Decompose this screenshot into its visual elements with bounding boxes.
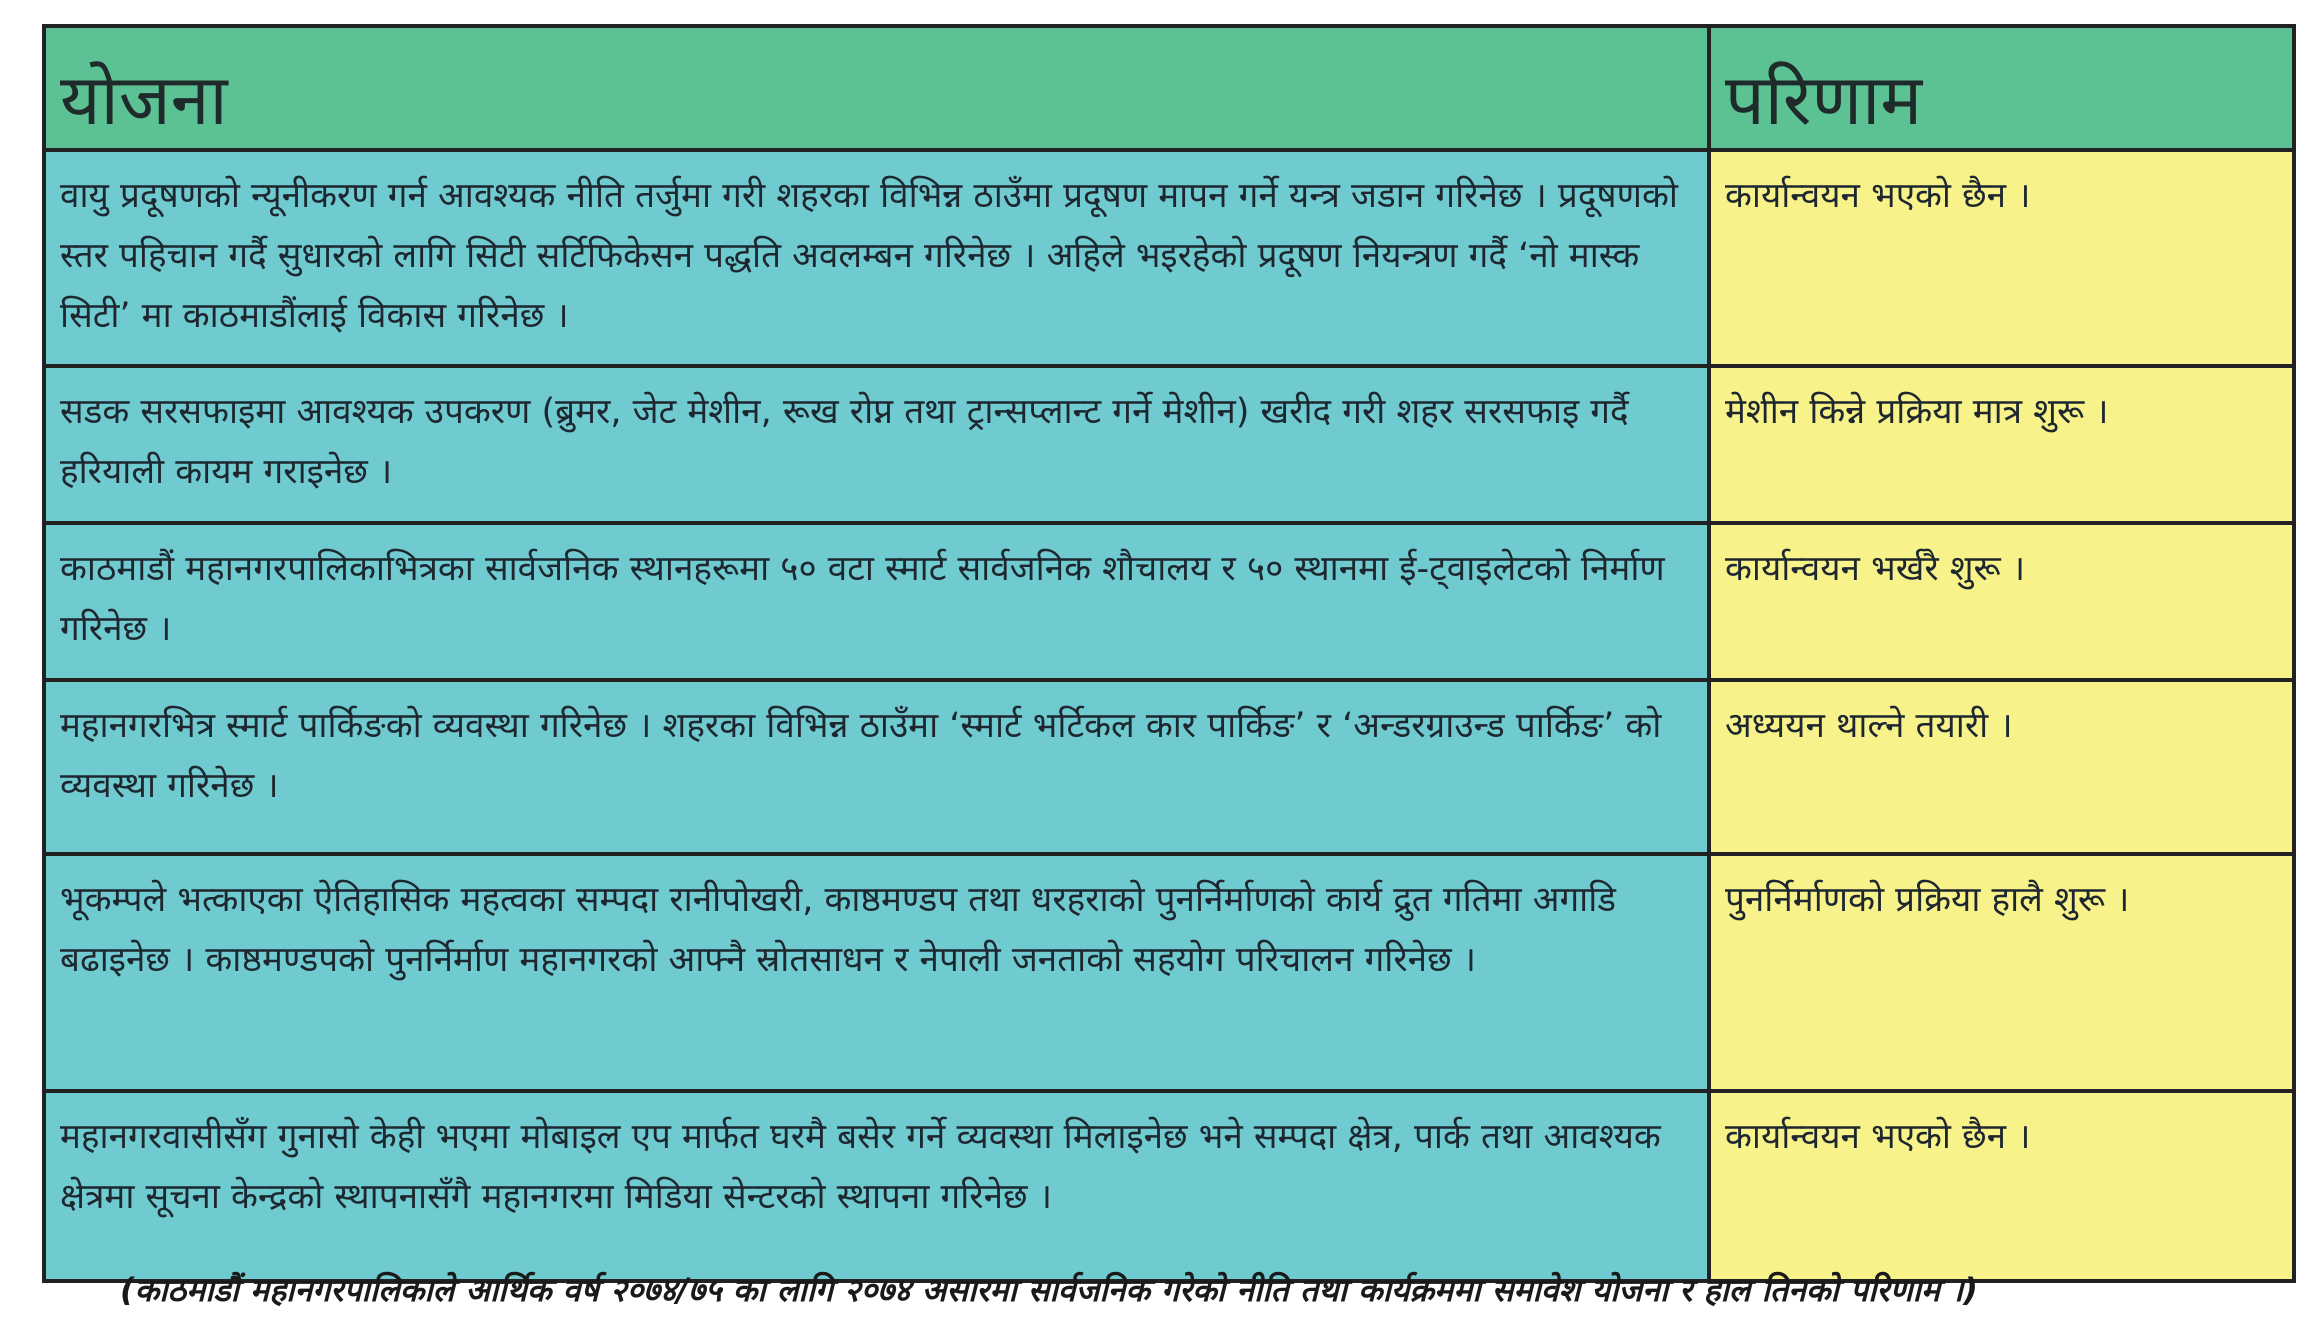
table-row [44, 150, 2294, 366]
result-cell: मेशीन किन्ने प्रक्रिया मात्र शुरू । [1709, 366, 2294, 523]
source-caption: (काठमाडौं महानगरपालिकाले आर्थिक वर्ष २०७४/७५ का लागि २०७४ असारमा सार्वजनिक गरेको नीति तथा कार्यक्रममा समावेश योजना र हाल तिनको परिणाम ।) [120, 1271, 1978, 1309]
result-cell: पुनर्निर्माणको प्रक्रिया हालै शुरू । [1709, 854, 2294, 1091]
table-row [44, 854, 2294, 1091]
table-row [44, 523, 2294, 680]
header-plan: योजना [44, 26, 1709, 150]
plan-cell: वायु प्रदूषणको न्यूनीकरण गर्न आवश्यक नीति तर्जुमा गरी शहरका विभिन्न ठाउँमा प्रदूषण मापन गर्ने यन्त्र जडान गरिनेछ । प्रदूषणको स्तर पहिचान गर्दै सुधारको लागि सिटी सर्टिफिकेसन पद्धति अवलम्बन गरिनेछ । अहिले भइरहेको प्रदूषण नियन्त्रण गर्दै ‘नो मास्क सिटी’ मा काठमाडौंलाई विकास गरिनेछ । [44, 150, 1709, 366]
result-cell: कार्यान्वयन भएको छैन । [1709, 150, 2294, 366]
table-header-row [44, 26, 2294, 150]
table-row [44, 366, 2294, 523]
table-row [44, 680, 2294, 854]
plan-cell: महानगरवासीसँग गुनासो केही भएमा मोबाइल एप मार्फत घरमै बसेर गर्ने व्यवस्था मिलाइनेछ भने सम्पदा क्षेत्र, पार्क तथा आवश्यक क्षेत्रमा सूचना केन्द्रको स्थापनासँगै महानगरमा मिडिया सेन्टरको स्थापना गरिनेछ । [44, 1091, 1709, 1281]
plan-cell: भूकम्पले भत्काएका ऐतिहासिक महत्वका सम्पदा रानीपोखरी, काष्ठमण्डप तथा धरहराको पुनर्निर्माणको कार्य द्रुत गतिमा अगाडि बढाइनेछ । काष्ठमण्डपको पुनर्निर्माण महानगरको आफ्नै स्रोतसाधन र नेपाली जनताको सहयोग परिचालन गरिनेछ । [44, 854, 1709, 1091]
plans-results-table-wrap [42, 24, 2292, 1283]
header-result: परिणाम [1709, 26, 2294, 150]
result-cell: कार्यान्वयन भर्खरै शुरू । [1709, 523, 2294, 680]
plan-cell: महानगरभित्र स्मार्ट पार्किङको व्यवस्था गरिनेछ । शहरका विभिन्न ठाउँमा ‘स्मार्ट भर्टिकल कार पार्किङ’ र ‘अन्डरग्राउन्ड पार्किङ’ को व्यवस्था गरिनेछ । [44, 680, 1709, 854]
plans-results-table [42, 24, 2296, 1283]
table-row [44, 1091, 2294, 1281]
plan-cell: सडक सरसफाइमा आवश्यक उपकरण (ब्रुमर, जेट मेशीन, रूख रोप्न तथा ट्रान्सप्लान्ट गर्ने मेशीन) खरीद गरी शहर सरसफाइ गर्दै हरियाली कायम गराइनेछ । [44, 366, 1709, 523]
plan-cell: काठमाडौं महानगरपालिकाभित्रका सार्वजनिक स्थानहरूमा ५० वटा स्मार्ट सार्वजनिक शौचालय र ५० स्थानमा ई-ट्वाइलेटको निर्माण गरिनेछ । [44, 523, 1709, 680]
result-cell: कार्यान्वयन भएको छैन । [1709, 1091, 2294, 1281]
result-cell: अध्ययन थाल्ने तयारी । [1709, 680, 2294, 854]
